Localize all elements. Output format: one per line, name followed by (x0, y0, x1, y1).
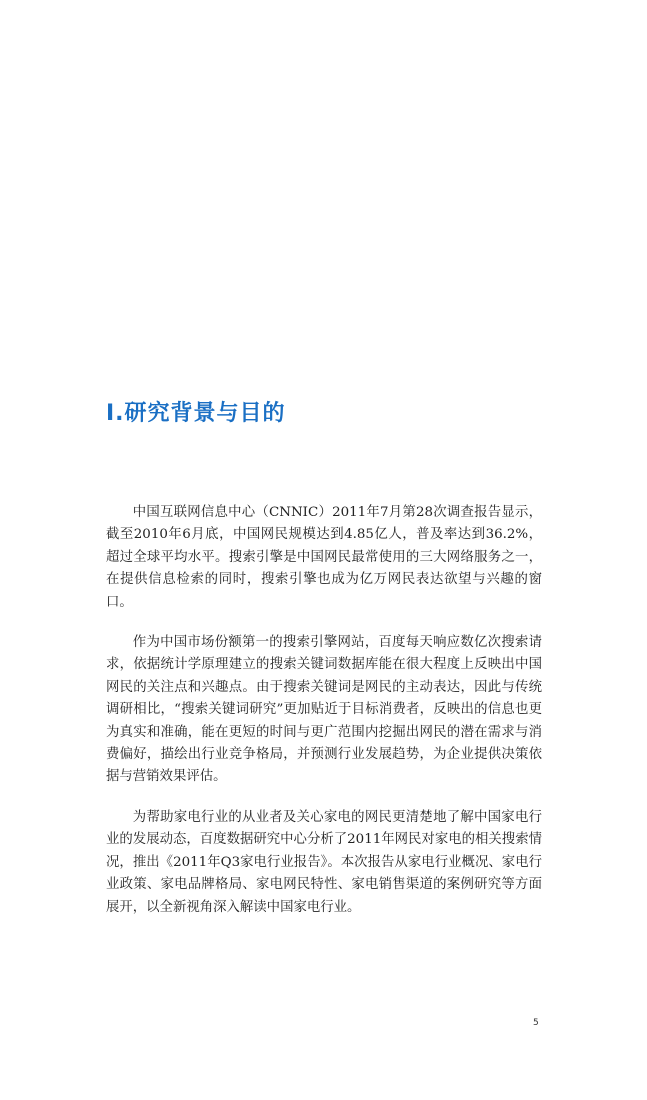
page-number: 5 (533, 1018, 539, 1028)
section-title: I.研究背景与目的 (106, 401, 286, 426)
body-text (106, 502, 542, 937)
paragraph-cnnic-statistics: 中国互联网信息中心（CNNIC）2011年7月第28次调查报告显示，截至2010年6月底，中国网民规模达到4.85亿人，普及率达到36.2%，超过全球平均水平。搜索引擎是中国网民最常使用的三大网络服务之一，在提供信息检索的同时，搜索引擎也成为亿万网民表达欲望与兴趣的窗口。 (106, 505, 542, 610)
paragraph-baidu-search-research: 作为中国市场份额第一的搜索引擎网站，百度每天响应数亿次搜索请求，依据统计学原理建立的搜索关键词数据库能在很大程度上反映出中国网民的关注点和兴趣点。由于搜索关键词是网民的主动表达，因此与传统调研相比，“搜索关键词研究”更加贴近于目标消费者，反映出的信息也更为真实和准确，能在更短的时间与更广范围内挖掘出网民的潜在需求与消费偏好，描绘出行业竞争格局，并预测行业发展趋势，为企业提供决策依据与营销效果评估。 (106, 635, 542, 785)
paragraph-report-purpose: 为帮助家电行业的从业者及关心家电的网民更清楚地了解中国家电行业的发展动态，百度数据研究中心分析了2011年网民对家电的相关搜索情况，推出《2011年Q3家电行业报告》。本次报告从家电行业概况、家电行业政策、家电品牌格局、家电网民特性、家电销售渠道的案例研究等方面展开，以全新视角深入解读中国家电行业。 (106, 809, 542, 915)
